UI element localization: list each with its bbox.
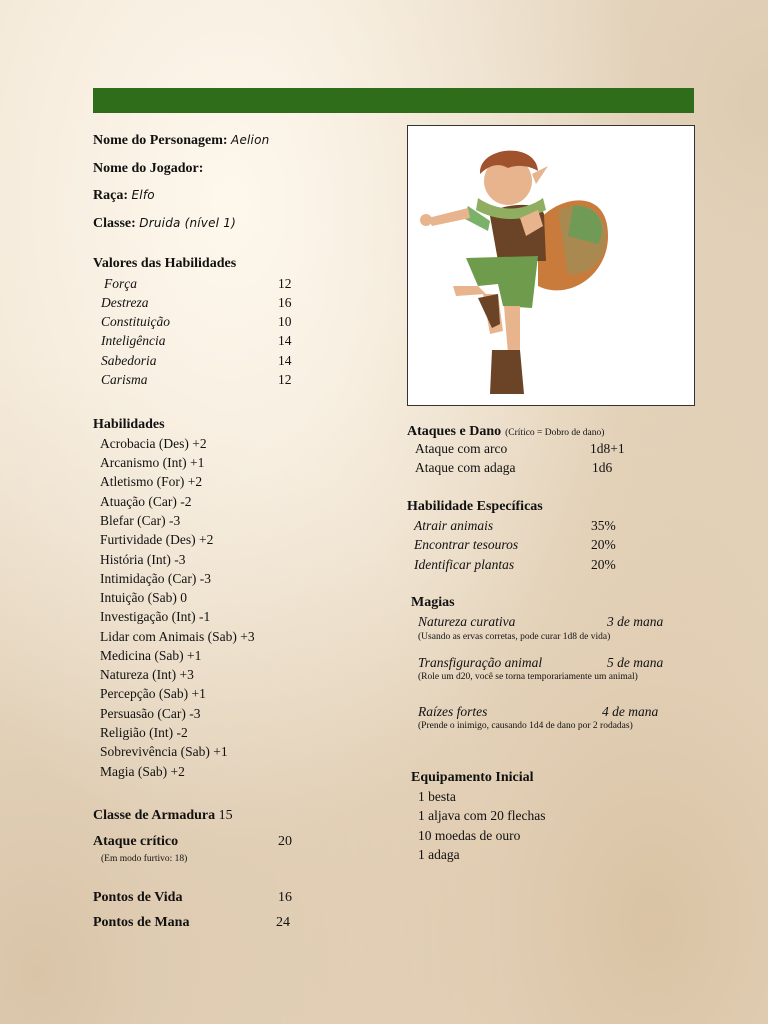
skill-item: Arcanismo (Int) +1 xyxy=(100,455,205,470)
hit-points-value: 16 xyxy=(278,890,292,905)
class-row xyxy=(93,216,236,232)
skill-item: Natureza (Int) +3 xyxy=(100,667,194,682)
critical-note: (Em modo furtivo: 18) xyxy=(101,854,188,864)
skill-item: Blefar (Car) -3 xyxy=(100,513,181,528)
ability-value: 12 xyxy=(278,276,292,291)
spell-cost: 3 de mana xyxy=(607,614,664,629)
class-value: Druida (nível 1) xyxy=(139,216,236,230)
equipment-item: 1 aljava com 20 flechas xyxy=(418,808,546,823)
skill-item: Intimidação (Car) -3 xyxy=(100,571,211,586)
critical-label: Ataque crítico xyxy=(93,834,179,849)
skill-item: Acrobacia (Des) +2 xyxy=(100,436,207,451)
skill-item: Lidar com Animais (Sab) +3 xyxy=(100,629,255,644)
specific-skill-value: 20% xyxy=(591,537,616,552)
skill-item: Medicina (Sab) +1 xyxy=(100,648,202,663)
specific-skill-value: 35% xyxy=(591,518,616,533)
spell-cost: 4 de mana xyxy=(602,704,659,719)
mana-points-value: 24 xyxy=(276,915,290,930)
skill-item: Atletismo (For) +2 xyxy=(100,474,203,489)
header-bar xyxy=(93,88,694,113)
ability-name: Sabedoria xyxy=(101,353,157,368)
equipment-title: Equipamento Inicial xyxy=(411,770,534,785)
specific-skill-name: Atrair animais xyxy=(414,518,494,533)
attacks-title-row xyxy=(407,422,604,440)
character-name-value: Aelion xyxy=(231,133,270,147)
ability-value: 16 xyxy=(278,295,292,310)
spell-description: (Usando as ervas corretas, pode curar 1d8 de vida) xyxy=(418,632,611,642)
ability-name: Carisma xyxy=(101,372,148,387)
skill-item: Atuação (Car) -2 xyxy=(100,494,192,509)
ability-value: 14 xyxy=(278,333,292,348)
attacks-note: (Crítico = Dobro de dano) xyxy=(505,428,605,438)
spell-name: Transfiguração animal xyxy=(418,655,543,670)
attack-damage: 1d8+1 xyxy=(590,441,625,456)
mana-points-label: Pontos de Mana xyxy=(93,915,190,930)
spell-description: (Prende o inimigo, causando 1d4 de dano por 2 rodadas) xyxy=(418,721,633,731)
race-label: Raça: xyxy=(93,188,128,203)
attack-damage: 1d6 xyxy=(592,460,613,475)
spell-name: Natureza curativa xyxy=(418,614,516,629)
race-row xyxy=(93,188,155,204)
ability-name: Destreza xyxy=(101,295,149,310)
magic-title: Magias xyxy=(411,595,455,610)
race-value: Elfo xyxy=(131,188,155,202)
skill-item: História (Int) -3 xyxy=(100,552,186,567)
ability-name: Força xyxy=(104,276,137,291)
skill-item: Persuasão (Car) -3 xyxy=(100,706,201,721)
spell-description: (Role um d20, você se torna temporariamente um animal) xyxy=(418,672,638,682)
skill-item: Religião (Int) -2 xyxy=(100,725,188,740)
skill-item: Investigação (Int) -1 xyxy=(100,609,211,624)
attack-name: Ataque com arco xyxy=(415,441,508,456)
skill-item: Sobrevivência (Sab) +1 xyxy=(100,744,228,759)
attack-name: Ataque com adaga xyxy=(415,460,516,475)
ability-value: 12 xyxy=(278,372,292,387)
attacks-title: Ataques e Dano xyxy=(407,424,502,439)
hit-points-label: Pontos de Vida xyxy=(93,890,183,905)
skill-item: Intuição (Sab) 0 xyxy=(100,590,187,605)
ability-scores-title: Valores das Habilidades xyxy=(93,256,237,271)
armor-class-row xyxy=(93,808,233,824)
ability-value: 10 xyxy=(278,314,292,329)
equipment-item: 10 moedas de ouro xyxy=(418,828,521,843)
character-name-label: Nome do Personagem: xyxy=(93,133,228,148)
ability-value: 14 xyxy=(278,353,292,368)
equipment-item: 1 besta xyxy=(418,789,456,804)
ability-name: Constituição xyxy=(101,314,171,329)
armor-class-label: Classe de Armadura xyxy=(93,808,216,823)
specific-skill-name: Encontrar tesouros xyxy=(414,537,519,552)
class-label: Classe: xyxy=(93,216,136,231)
critical-value: 20 xyxy=(278,834,292,849)
specific-skills-title: Habilidade Específicas xyxy=(407,499,543,514)
ability-name: Inteligência xyxy=(101,333,166,348)
spell-name: Raízes fortes xyxy=(418,704,488,719)
skill-item: Magia (Sab) +2 xyxy=(100,764,185,779)
player-name-label: Nome do Jogador: xyxy=(93,161,204,176)
character-portrait xyxy=(407,125,695,406)
spell-cost: 5 de mana xyxy=(607,655,664,670)
elf-druid-illustration xyxy=(408,126,694,405)
specific-skill-name: Identificar plantas xyxy=(414,557,515,572)
character-name-row xyxy=(93,133,269,149)
armor-class-value: 15 xyxy=(218,808,233,823)
skills-title: Habilidades xyxy=(93,417,165,432)
specific-skill-value: 20% xyxy=(591,557,616,572)
skill-item: Percepção (Sab) +1 xyxy=(100,686,206,701)
equipment-item: 1 adaga xyxy=(418,847,460,862)
skill-item: Furtividade (Des) +2 xyxy=(100,532,214,547)
